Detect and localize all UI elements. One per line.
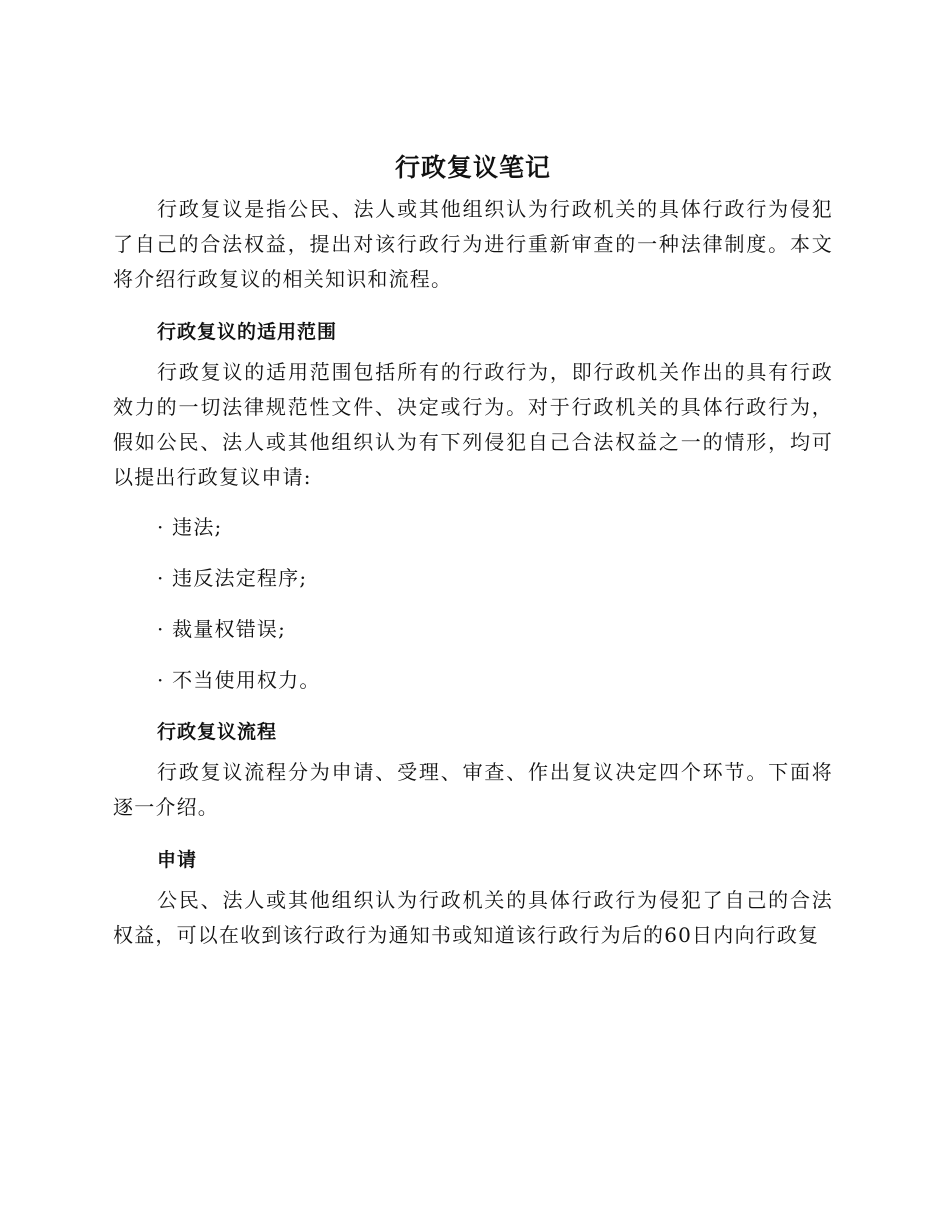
bullet-item: · 不当使用权力。	[157, 668, 321, 692]
section-heading-application: 申请	[157, 849, 198, 871]
intro-paragraph: 行政复议是指公民、法人或其他组织认为行政机关的具体行政行为侵犯了自己的合法权益，提出对该行政行为进行重新审查的一种法律制度。本文将介绍行政复议的相关知识和流程。	[113, 197, 833, 291]
bullet-item: · 裁量权错误;	[157, 617, 287, 641]
bullet-item: · 违法;	[157, 515, 223, 539]
document-title: 行政复议笔记	[394, 153, 551, 182]
section-heading-scope: 行政复议的适用范围	[157, 321, 338, 343]
section-body-application: 公民、法人或其他组织认为行政机关的具体行政行为侵犯了自己的合法权益，可以在收到该行政行为通知书或知道该行政行为后的60日内向行政复	[113, 888, 833, 947]
document-content	[113, 148, 833, 953]
bullet-item: · 违反法定程序;	[157, 566, 308, 590]
section-body-process: 行政复议流程分为申请、受理、审查、作出复议决定四个环节。下面将逐一介绍。	[113, 760, 833, 819]
section-heading-process: 行政复议流程	[157, 721, 278, 743]
section-body-scope: 行政复议的适用范围包括所有的行政行为，即行政机关作出的具有行政效力的一切法律规范性文件、决定或行为。对于行政机关的具体行政行为，假如公民、法人或其他组织认为有下列侵犯自己合法权益之一的情形，均可以提出行政复议申请:	[113, 360, 833, 489]
